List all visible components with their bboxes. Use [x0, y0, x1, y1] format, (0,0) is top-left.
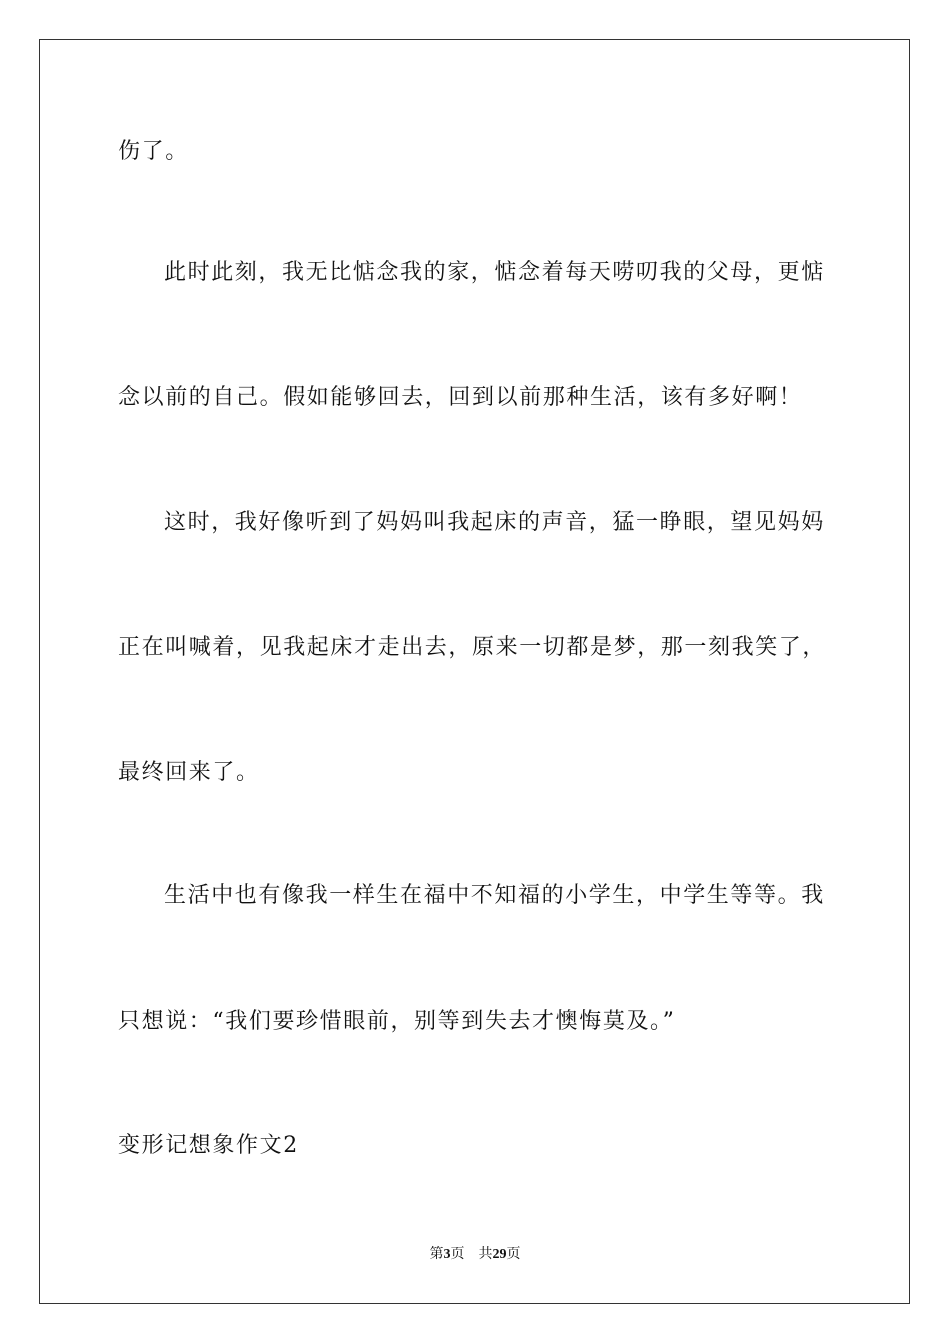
- paragraph-start-line: 此时此刻，我无比惦念我的家，惦念着每天唠叨我的父母，更惦: [164, 260, 825, 285]
- text-line: 只想说：“我们要珍惜眼前，别等到失去才懊悔莫及。”: [118, 1009, 676, 1034]
- text-line: 最终回来了。: [118, 760, 260, 785]
- page-prefix: 第: [429, 1246, 444, 1262]
- page-footer: [0, 1244, 950, 1265]
- paragraph-start-line: 这时，我好像听到了妈妈叫我起床的声音，猛一睁眼，望见妈妈: [164, 510, 825, 535]
- text-line: 念以前的自己。假如能够回去，回到以前那种生活，该有多好啊！: [118, 385, 803, 410]
- page-total: 29: [492, 1247, 507, 1262]
- page-current: 3: [443, 1247, 451, 1262]
- total-unit: 页: [506, 1246, 521, 1262]
- page-unit: 页: [450, 1246, 465, 1262]
- section-heading: 变形记想象作文2: [118, 1133, 299, 1158]
- text-line: 正在叫喊着，见我起床才走出去，原来一切都是梦，那一刻我笑了，: [118, 635, 827, 660]
- total-prefix: 共: [478, 1246, 493, 1262]
- page-border: [39, 39, 910, 1304]
- text-line: 伤了。: [118, 139, 189, 164]
- paragraph-start-line: 生活中也有像我一样生在福中不知福的小学生，中学生等等。我: [164, 883, 825, 908]
